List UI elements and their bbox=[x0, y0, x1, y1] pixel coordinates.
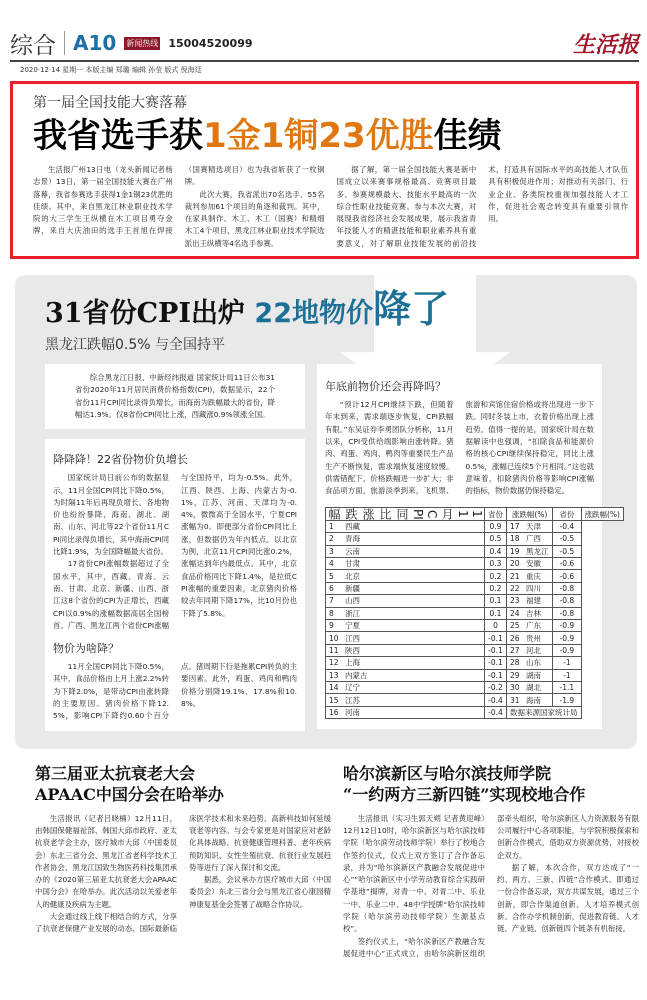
table-row bbox=[326, 657, 624, 669]
paragraph: 据悉，会议承办方医疗城市大邱（中国委员会）东北三省分会与黑龙江省心康园精神康复基金会签署了战略合作协议。 bbox=[189, 875, 331, 909]
article-title: 哈尔滨新区与哈尔滨技师学院 bbox=[343, 763, 552, 783]
province-cell bbox=[507, 619, 553, 631]
rank: 20 bbox=[510, 559, 520, 569]
change-value: -0.8 bbox=[553, 607, 581, 619]
lead-headline bbox=[33, 114, 628, 158]
province: 黑龙江 bbox=[526, 546, 549, 556]
rank: 14 bbox=[329, 683, 339, 693]
bottom-articles bbox=[10, 763, 639, 961]
table-row bbox=[326, 644, 624, 656]
change-value: 0.1 bbox=[485, 595, 507, 607]
headline-part: 我省选手获 bbox=[33, 116, 203, 156]
apaac-article bbox=[35, 763, 331, 961]
province: 湖北 bbox=[526, 683, 541, 693]
article-title: 第三届亚太抗衰老大会 bbox=[35, 763, 196, 783]
province-cell bbox=[326, 619, 485, 631]
page-number: A10 bbox=[73, 31, 117, 55]
rank: 3 bbox=[329, 546, 334, 556]
province-cell bbox=[507, 644, 553, 656]
headline-part: 佳绩 bbox=[433, 116, 502, 156]
hotline-number: 15004520099 bbox=[168, 36, 253, 50]
cpi-headline bbox=[45, 289, 607, 334]
section-body bbox=[53, 661, 297, 722]
table-row bbox=[326, 570, 624, 582]
rank: 1 bbox=[329, 522, 334, 532]
section-body bbox=[325, 399, 594, 497]
change-value: 0.9 bbox=[485, 520, 507, 532]
paragraph: 此次大赛，我省派出70名选手、55名裁判参加61个项目的角逐和裁判。其中，在家具制作、木工、木工（国赛）和精细木工4个项目，黑龙江林业职业技术学院选派出王纵横等4名选手参赛。 bbox=[184, 189, 325, 248]
province-cell bbox=[507, 570, 553, 582]
province: 福建 bbox=[526, 596, 541, 606]
province: 安徽 bbox=[526, 559, 541, 569]
change-value: -0.1 bbox=[485, 657, 507, 669]
rank: 25 bbox=[510, 621, 520, 631]
province-cell bbox=[326, 558, 485, 570]
change-value: -0.6 bbox=[553, 558, 581, 570]
rank: 18 bbox=[510, 534, 520, 544]
province: 江苏 bbox=[345, 695, 360, 705]
table-row bbox=[326, 533, 624, 545]
paragraph: 大会通过线上线下相结合的方式，分享了抗衰老保健产业发展的动态、国际最新临床医学技术和未来趋势、高新科技如何延缓衰老等内容。与会专家更是对国家应对老龄化具体战略、抗衰健康管理科普、老年疾病预防知识、女性生殖抗衰、抗衰行业发展趋势等进行了深入探讨和交流。 bbox=[35, 813, 331, 934]
paragraph: 据了解，本次合作，双方达成了“一约、两方、三新、四链”合作模式。即通过一份合作备忘录，双方共谋发展，通过三个创新，即合作渠道创新、人才培养模式创新、合作办学机制创新，促进教育链、人才链、产业链、创新链四个链条有机衔接。 bbox=[497, 862, 639, 934]
province-cell bbox=[507, 533, 553, 545]
cpi-left-column bbox=[45, 364, 305, 731]
column-header: 涨跌幅(%) bbox=[507, 508, 553, 520]
table-row bbox=[326, 694, 624, 706]
change-value: -1 bbox=[553, 669, 581, 681]
change-value: -0.5 bbox=[553, 545, 581, 557]
province-cell bbox=[326, 632, 485, 644]
province: 广东 bbox=[526, 621, 541, 631]
change-value: 0.5 bbox=[485, 533, 507, 545]
change-value: -0.1 bbox=[485, 669, 507, 681]
rank: 8 bbox=[329, 608, 334, 618]
table-row bbox=[326, 632, 624, 644]
rank: 27 bbox=[510, 645, 520, 655]
section-body bbox=[53, 472, 297, 632]
province: 陕西 bbox=[345, 645, 360, 655]
rank: 10 bbox=[329, 633, 339, 643]
rank: 31 bbox=[510, 695, 520, 705]
change-value: -0.8 bbox=[553, 582, 581, 594]
province: 山西 bbox=[345, 596, 360, 606]
rank: 22 bbox=[510, 583, 520, 593]
paragraph: 生活报广州13日电（龙头新闻记者杨志景）13日，第一届全国技能大赛在广州落幕，我省参赛选手获得1金1铜23优胜的佳绩。其中，来自黑龙江林业职业技术学院的大三学生王纵横在木工项目勇夺金牌，来自大庆油田的选手王首旭在焊接（国赛精选项目）也为我省斩获了一枚铜牌。 bbox=[33, 165, 325, 236]
section-name: 综合 bbox=[10, 32, 56, 59]
province-cell bbox=[507, 632, 553, 644]
rank: 5 bbox=[329, 571, 334, 581]
cpi-intro bbox=[45, 364, 305, 429]
province-cell bbox=[326, 520, 485, 532]
province: 吉林 bbox=[526, 608, 541, 618]
column-header: 涨跌幅(%) bbox=[581, 508, 623, 520]
province-cell bbox=[507, 582, 553, 594]
change-value: -0.9 bbox=[553, 632, 581, 644]
rank: 6 bbox=[329, 583, 334, 593]
rank: 26 bbox=[510, 633, 520, 643]
change-value: -0.8 bbox=[553, 595, 581, 607]
province: 新疆 bbox=[345, 583, 360, 593]
paragraph: 生活报讯（实习生郭天朔 记者黄迎峰）12月12日10时，哈尔滨新区与哈尔滨技师学院（哈尔滨劳动技师学院）举行了校地合作签约仪式，仪式上双方签订了合作备忘录，并为“哈尔滨新区产教融合发展促进中心”“哈尔滨新区中小学劳动教育综合实践研学基地”揭牌，对青一中、对青二中、乐业一中、乐业二中、48中学授牌“哈尔滨技师学院（哈尔滨劳动技师学院）生源基点校”。 bbox=[343, 813, 485, 934]
change-value: -0.4 bbox=[485, 694, 507, 706]
province: 河南 bbox=[345, 707, 360, 717]
table-row bbox=[326, 607, 624, 619]
table-header-row bbox=[326, 508, 624, 520]
dateline: 2020·12·14 星期一 本版主编 郑璐 编辑 孙莹 版式 倪海廷 bbox=[20, 66, 202, 74]
article-title: “一约两方三新四链”实现校地合作 bbox=[343, 784, 586, 804]
headline-highlight: 降了 bbox=[372, 287, 449, 332]
province-cell bbox=[507, 657, 553, 669]
rank: 12 bbox=[329, 658, 339, 668]
change-value: 0.3 bbox=[485, 558, 507, 570]
paragraph: 综合黑龙江日报、中新经纬报道 国家统计局11日公布31省份2020年11月居民消费价格指数(CPI)，数据显示，22个省份11月CPI同比录得负增长，而海南为跌幅最大的省份，降幅达1.9%。仅8省份CPI同比上涨，西藏涨0.9%领涨全国。 bbox=[75, 373, 275, 419]
change-value: -0.5 bbox=[553, 533, 581, 545]
province: 甘肃 bbox=[345, 559, 360, 569]
rank: 23 bbox=[510, 596, 520, 606]
province: 云南 bbox=[345, 546, 360, 556]
province: 山东 bbox=[526, 658, 541, 668]
rank: 9 bbox=[329, 621, 334, 631]
change-value: 0.2 bbox=[485, 570, 507, 582]
rank: 21 bbox=[510, 571, 520, 581]
province-cell bbox=[507, 694, 553, 706]
newspaper-logo: 生活报 bbox=[572, 31, 639, 58]
province-cell bbox=[326, 570, 485, 582]
change-value: 0.1 bbox=[485, 607, 507, 619]
province: 贵州 bbox=[526, 633, 541, 643]
header-rule bbox=[10, 60, 639, 62]
table-side-label: 11月CPI同比涨跌幅 bbox=[327, 508, 484, 521]
table-row bbox=[326, 520, 624, 532]
change-value: 0.2 bbox=[485, 582, 507, 594]
rank: 19 bbox=[510, 546, 520, 556]
province: 青海 bbox=[345, 534, 360, 544]
article-body bbox=[35, 813, 331, 936]
table-row bbox=[326, 706, 624, 718]
table-row bbox=[326, 681, 624, 693]
province-cell bbox=[507, 669, 553, 681]
cpi-subhead: 黑龙江跌幅0.5% 与全国持平 bbox=[45, 337, 226, 354]
province-cell bbox=[326, 607, 485, 619]
province-cell bbox=[507, 520, 553, 532]
province: 河北 bbox=[526, 645, 541, 655]
change-value: -0.9 bbox=[553, 644, 581, 656]
change-value: -1.9 bbox=[553, 694, 581, 706]
province-cell bbox=[326, 669, 485, 681]
change-value: -1.1 bbox=[553, 681, 581, 693]
headline-highlight: 22地物价 bbox=[254, 298, 373, 330]
province-cell bbox=[507, 607, 553, 619]
province-cell bbox=[326, 644, 485, 656]
province: 天津 bbox=[526, 522, 541, 532]
section-title: 年底前物价还会再降吗？ bbox=[325, 380, 446, 394]
cpi-panel bbox=[15, 275, 637, 749]
table-row bbox=[326, 595, 624, 607]
province: 重庆 bbox=[526, 571, 541, 581]
rank: 17 bbox=[510, 522, 520, 532]
change-value: -0.9 bbox=[553, 619, 581, 631]
province: 上海 bbox=[345, 658, 360, 668]
headline-part: 31省份CPI出炉 bbox=[45, 298, 245, 330]
paragraph: 据了解，第一届全国技能大赛是新中国成立以来赛事规格最高、竞赛项目最多、参赛规模最大、技能水平最高的一次综合性职业技能竞赛。参与本次大赛，对展现我省经济社会发展成果，展示我省青年技能人才的精湛技能和职业素养具有重要意义，对了解职业技能发展的前沿技术，打造具有国际水平的高技能人才队伍具有积极促进作用；对推动有关部门、行业企业、各类院校重视加强技能人才工作，促进社会观念转变具有重要引领作用。 bbox=[336, 165, 628, 248]
change-value: -0.1 bbox=[485, 632, 507, 644]
province: 内蒙古 bbox=[345, 670, 368, 680]
province-cell bbox=[326, 533, 485, 545]
change-value: -0.4 bbox=[553, 520, 581, 532]
province: 四川 bbox=[526, 583, 541, 593]
province: 宁夏 bbox=[345, 621, 360, 631]
province-cell bbox=[326, 706, 485, 718]
article-title: APAAC中国分会在哈举办 bbox=[35, 784, 224, 804]
province: 辽宁 bbox=[345, 683, 360, 693]
province: 湖南 bbox=[526, 670, 541, 680]
province-cell bbox=[326, 657, 485, 669]
table-row bbox=[326, 545, 624, 557]
change-value: -0.1 bbox=[485, 644, 507, 656]
table-row bbox=[326, 669, 624, 681]
hotline-label: 新闻热线 bbox=[126, 38, 159, 48]
rank: 4 bbox=[329, 559, 334, 569]
province-cell bbox=[507, 545, 553, 557]
province-cell bbox=[326, 582, 485, 594]
cpi-table bbox=[325, 507, 624, 719]
rank: 15 bbox=[329, 695, 339, 705]
change-value: 0 bbox=[485, 619, 507, 631]
lead-kicker: 第一届全国技能大赛落幕 bbox=[33, 95, 187, 111]
cpi-right-column bbox=[317, 364, 620, 729]
province: 西藏 bbox=[345, 522, 360, 532]
table-row bbox=[326, 558, 624, 570]
change-value: -0.6 bbox=[553, 570, 581, 582]
rank: 28 bbox=[510, 658, 520, 668]
province-cell bbox=[326, 694, 485, 706]
paragraph: 签约仪式上，“哈尔滨新区产教融合发展促进中心”正式成立，由哈尔滨新区组织部牵头组织，哈尔滨新区人力资源服务有限公司履行中心各项职能，与学院积极探索和创新合作模式，借助双方资源优势，对接校企双方。 bbox=[343, 813, 639, 958]
rank: 29 bbox=[510, 670, 520, 680]
rank: 11 bbox=[329, 645, 339, 655]
paragraph: 11月全国CPI同比下降0.5%，其中，食品价格由上月上涨2.2%转为下降2.0%，是带动CPI由涨转降的主要原因。猪肉价格下降12.5%，影响CPI下降约0.60个百分点。猪周期下行是拖累CPI转负的主要因素。此外，鸡蛋、鸡肉和鸭肉价格分别降19.1%、17.8%和10.8%。 bbox=[53, 662, 297, 721]
change-value: -1 bbox=[553, 657, 581, 669]
province: 广西 bbox=[526, 534, 541, 544]
province-cell bbox=[326, 681, 485, 693]
province-cell bbox=[326, 545, 485, 557]
harbin-article bbox=[343, 763, 639, 961]
paragraph: “预计12月CPI继续下跌，但随着年末到来，需求端逐步恢复，CPI跌幅有限。”东吴证券李勇团队分析称，11月以来，CPI受供给端影响由涨转降。猪肉、鸡蛋、鸡肉、鸭肉等重要民生产品生产不断恢复，需求端恢复速度较慢。供需错配下，价格跌幅进一步扩大；非食品项方面，旅游淡季到来，飞机票、旅游和宾馆住宿价格或将出现进一步下跌。同时冬装上市，衣着价格出现上涨趋势。值得一提的是，国家统计局在数据解读中也强调，“扣除食品和能源价格的核心CPI继续保持稳定，同比上涨0.5%，涨幅已连续5个月相同。”这也就意味着，扣除猪肉价格等影响CPI涨幅的指标，物价数据仍保持稳定。 bbox=[325, 400, 594, 496]
lead-body bbox=[33, 164, 628, 250]
province: 浙江 bbox=[345, 608, 360, 618]
section-title: 物价为啥降？ bbox=[53, 642, 119, 656]
rank: 7 bbox=[329, 596, 334, 606]
lead-article bbox=[10, 81, 639, 259]
column-header: 省份 bbox=[553, 508, 581, 520]
change-value: -0.2 bbox=[485, 681, 507, 693]
rank: 16 bbox=[329, 707, 339, 717]
page-header bbox=[10, 28, 639, 58]
article-body bbox=[343, 813, 639, 961]
table-row bbox=[326, 619, 624, 631]
rank: 30 bbox=[510, 683, 520, 693]
province-cell bbox=[507, 681, 553, 693]
rank: 24 bbox=[510, 608, 520, 618]
headline-highlight: 1金1铜23优胜 bbox=[203, 116, 434, 156]
province-cell bbox=[507, 595, 553, 607]
cpi-section-1 bbox=[45, 439, 305, 730]
change-value: -0.4 bbox=[485, 706, 507, 718]
column-header: 省份 bbox=[485, 508, 507, 520]
province: 北京 bbox=[345, 571, 360, 581]
paragraph: 国家统计局日前公布的数据显示，11月全国CPI同比下降0.5%，为时隔11年后再现负增长。各地物价也纷纷暴降，海南、湖北、湖南、山东、河北等22个省份11月CPI同比录得负增长，其中海南CPI同比降1.9%，为全国降幅最大省份。 bbox=[53, 473, 169, 557]
change-value: 0.4 bbox=[485, 545, 507, 557]
data-source-note: 数据来源国家统计局 bbox=[507, 706, 582, 718]
province: 海南 bbox=[526, 695, 541, 705]
section-title: 降降降！22省份物价负增长 bbox=[53, 453, 188, 467]
rank: 13 bbox=[329, 670, 339, 680]
paragraph: 17省份CPI涨幅数据超过了全国水平，其中，西藏、青海、云南、甘肃、北京、新疆、山西、浙江这8个省份的CPI为正增长，西藏CPI以0.9%的涨幅数据高居全国榜首。广西、黑龙江两个省份CPI涨幅与全国持平，均为-0.5%。此外，江西、陕西、上海、内蒙古为-0.1%，江苏、河南、天津均为-0.4%，微微高于全国水平，宁夏CPI涨幅为0。即便部分省份CPI同比上涨，但数据仍为年内低点。以北京为例，北京11月CPI同比涨0.2%，涨幅达到年内最低点。其中，北京食品价格同比下降1.4%，是拉低CPI涨幅的重要因素，北京猪肉价格较去年同期下降17%，比10月份也下降了5.8%。 bbox=[53, 473, 297, 630]
rank: 2 bbox=[329, 534, 334, 544]
paragraph: 生活报讯（记者吕晓楠）12月11日，由韩国保健福祉部、韩国大邱市政府、亚太抗衰老学会主办，医疗城市大邱（中国委员会）东北三省分会、黑龙江省老科学技术工作者协会、黑龙江国致生物医药科技集团承办的《2020第三届亚太抗衰老大会APAAC中国分会》在哈举办。此次活动以关爱老年人的健康及疾病为主题。 bbox=[35, 813, 177, 909]
province: 江西 bbox=[345, 633, 360, 643]
divider bbox=[64, 31, 65, 55]
province-cell bbox=[326, 595, 485, 607]
cpi-content bbox=[45, 364, 620, 731]
province-cell bbox=[507, 558, 553, 570]
table-row bbox=[326, 582, 624, 594]
